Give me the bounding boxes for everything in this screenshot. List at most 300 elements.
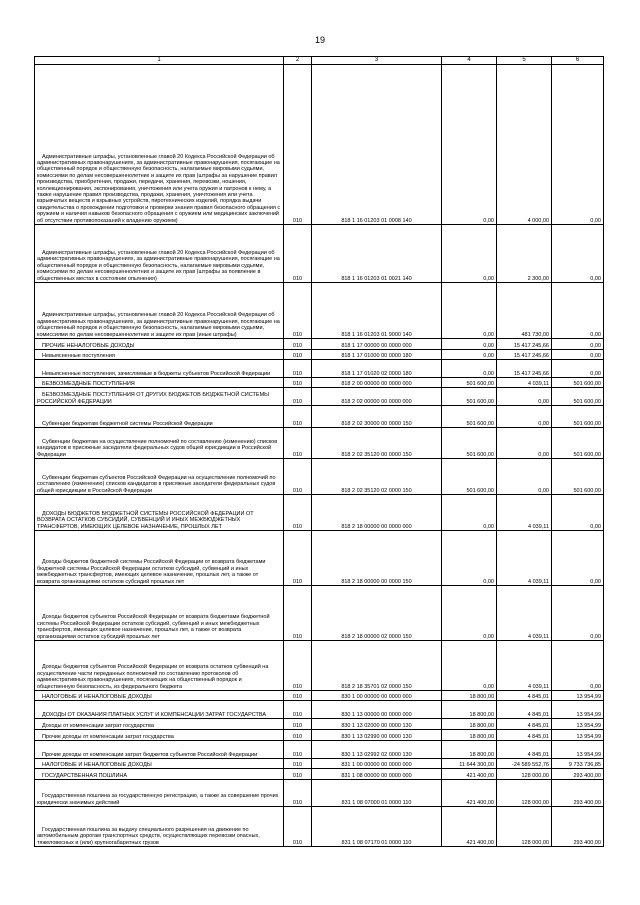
row-unexecuted-amount-cell <box>552 225 604 283</box>
row-name: Доходы от компенсации затрат государства <box>42 722 154 729</box>
row-name-cell <box>35 531 284 586</box>
row-approved-amount-cell <box>442 701 497 719</box>
row-approved-amount-cell <box>442 531 497 586</box>
row-code-cell <box>284 283 312 339</box>
row-executed-amount: 4 845,01 <box>527 711 549 718</box>
row-code: 010 <box>292 722 303 729</box>
row-approved-amount-cell <box>442 730 497 741</box>
row-approved-amount-cell <box>442 388 497 406</box>
row-kbk-cell <box>312 350 442 360</box>
row-unexecuted-amount: 501 600,00 <box>573 380 601 387</box>
table-row <box>35 741 604 759</box>
row-kbk-cell <box>312 406 442 428</box>
row-unexecuted-amount: 293 400,00 <box>573 799 601 806</box>
row-kbk: 830 1 13 02992 02 0000 130 <box>341 751 412 758</box>
row-approved-amount-cell <box>442 691 497 701</box>
row-kbk-cell <box>312 225 442 283</box>
table-header-row <box>35 57 604 65</box>
row-executed-amount: 4 039,11 <box>527 578 549 585</box>
row-name-cell <box>35 759 284 769</box>
row-unexecuted-amount-cell <box>552 388 604 406</box>
row-code-cell <box>284 428 312 459</box>
row-approved-amount: 421 400,00 <box>466 839 494 846</box>
column-header: 4 <box>442 57 497 65</box>
row-name-cell <box>35 691 284 701</box>
row-name: Доходы бюджетов бюджетной системы Российской Федерации от возврата бюджетами бюджетной системы Российской Федерации остатков субсидий, субвенций и иных межбюджетных трансфертов, имеющих целевое назначение, прошлых лет, а также от возврата организациями остатков субсидий прошлых лет <box>37 559 266 585</box>
row-unexecuted-amount-cell <box>552 759 604 769</box>
row-kbk: 818 2 02 35120 02 0000 150 <box>341 487 412 494</box>
row-unexecuted-amount-cell <box>552 531 604 586</box>
row-kbk: 830 1 13 00000 00 0000 000 <box>341 711 412 718</box>
column-header: 1 <box>35 57 284 65</box>
row-approved-amount-cell <box>442 339 497 350</box>
row-unexecuted-amount-cell <box>552 339 604 350</box>
row-executed-amount: 0,00 <box>538 487 549 494</box>
table-row <box>35 701 604 719</box>
row-approved-amount: 501 600,00 <box>466 487 494 494</box>
row-kbk-cell <box>312 459 442 495</box>
row-name-cell <box>35 350 284 360</box>
row-executed-amount: 0,00 <box>538 451 549 458</box>
row-unexecuted-amount: 0,00 <box>590 523 601 530</box>
row-unexecuted-amount: 293 400,00 <box>573 839 601 846</box>
table-row <box>35 730 604 741</box>
row-approved-amount: 501 600,00 <box>466 451 494 458</box>
row-name-cell <box>35 641 284 691</box>
row-kbk: 818 2 18 35701 02 0000 150 <box>341 683 412 690</box>
row-kbk: 818 1 16 01203 01 0008 140 <box>341 217 412 224</box>
row-name-cell <box>35 360 284 378</box>
row-code-cell <box>284 730 312 741</box>
row-name: Субвенции бюджетам субъектов Российской Федерации на осуществление полномочий по составлению (изменению) списков кандидатов в присяжные заседатели федеральных судов общей юрисдикции в Российской Федерации <box>37 474 276 494</box>
row-kbk: 818 1 17 01020 02 0000 180 <box>341 370 412 377</box>
row-executed-amount: 128 000,00 <box>521 799 549 806</box>
row-kbk-cell <box>312 719 442 730</box>
row-executed-amount: 4 845,01 <box>527 733 549 740</box>
row-code: 010 <box>292 733 303 740</box>
row-executed-amount: 15 417 245,66 <box>513 342 549 349</box>
row-approved-amount-cell <box>442 459 497 495</box>
table-row <box>35 641 604 691</box>
row-name: Доходы бюджетов субъектов Российской Федерации от возврата остатков субвенций на осуществление части переданных полномочий по составлению протоколов об административных правонарушениях, посягающих на общественный порядок и общественную безопасность, из федерального бюджета <box>37 664 269 690</box>
row-approved-amount: 0,00 <box>483 370 494 377</box>
row-executed-amount-cell <box>497 807 552 847</box>
table-row <box>35 428 604 459</box>
row-code: 010 <box>292 331 303 338</box>
row-approved-amount-cell <box>442 378 497 388</box>
row-code-cell <box>284 759 312 769</box>
row-kbk: 818 2 18 00000 00 0000 150 <box>341 578 412 585</box>
row-code: 010 <box>292 751 303 758</box>
row-approved-amount-cell <box>442 428 497 459</box>
row-approved-amount: 18 800,00 <box>469 711 494 718</box>
row-name-cell <box>35 339 284 350</box>
row-kbk-cell <box>312 701 442 719</box>
row-kbk-cell <box>312 759 442 769</box>
row-kbk: 818 2 00 00000 00 0000 000 <box>341 380 412 387</box>
row-kbk-cell <box>312 283 442 339</box>
row-executed-amount-cell <box>497 586 552 641</box>
row-unexecuted-amount-cell <box>552 378 604 388</box>
row-unexecuted-amount: 0,00 <box>590 342 601 349</box>
row-approved-amount: 0,00 <box>483 275 494 282</box>
row-name-cell <box>35 65 284 225</box>
row-kbk: 831 1 08 07170 01 0000 110 <box>341 839 412 846</box>
row-kbk: 830 1 00 00000 00 0000 000 <box>341 693 412 700</box>
column-header: 5 <box>497 57 552 65</box>
row-approved-amount-cell <box>442 641 497 691</box>
row-name: БЕЗВОЗМЕЗДНЫЕ ПОСТУПЛЕНИЯ <box>42 380 135 387</box>
row-unexecuted-amount-cell <box>552 641 604 691</box>
row-name: Прочие доходы от компенсации затрат государства <box>42 733 174 740</box>
row-executed-amount: 2 300,00 <box>527 275 549 282</box>
row-executed-amount: 128 000,00 <box>521 839 549 846</box>
row-kbk: 831 1 00 00000 00 0000 000 <box>341 761 412 768</box>
row-name-cell <box>35 283 284 339</box>
row-name: Административные штрафы, установленные главой 20 Кодекса Российской Федерации об административных правонарушениях, за административные правонарушения, посягающие на общественный порядок и общественную безопасность, налагаемые мировыми судьями, комиссиями по делам несовершеннолетних и защите их прав (штрафы за нарушение правил производства, приобретения, продажи, передачи, хранения, перевозки, ношения, коллекционирования, экспонирования, уничтожения или учета оружия и патронов к нему, а также нарушение правил производства, продажи, хранения, уничтожения или учета взрывчатых веществ и взрывных устройств, пиротехнических изделий, порядка выдачи свидетельства о прохождении подготовки и проверки знания правил безопасного обращения с оружием и наличия навыков безопасного обращения с оружием или медицинских заключений об отсутствии противопоказаний к владению оружием) <box>37 153 281 224</box>
table-row <box>35 495 604 531</box>
row-executed-amount-cell <box>497 283 552 339</box>
row-name: ГОСУДАРСТВЕННАЯ ПОШЛИНА <box>42 772 128 779</box>
row-approved-amount: 0,00 <box>483 633 494 640</box>
row-unexecuted-amount: 0,00 <box>590 331 601 338</box>
row-kbk: 818 1 16 01203 01 0021 140 <box>341 275 412 282</box>
row-executed-amount-cell <box>497 388 552 406</box>
row-kbk-cell <box>312 730 442 741</box>
row-kbk-cell <box>312 339 442 350</box>
row-kbk-cell <box>312 586 442 641</box>
row-approved-amount-cell <box>442 495 497 531</box>
row-name-cell <box>35 428 284 459</box>
row-executed-amount: 4 039,11 <box>527 633 549 640</box>
row-executed-amount-cell <box>497 225 552 283</box>
row-code: 010 <box>292 523 303 530</box>
row-unexecuted-amount-cell <box>552 701 604 719</box>
row-executed-amount: -24 589 552,76 <box>511 761 549 768</box>
row-executed-amount-cell <box>497 730 552 741</box>
row-executed-amount-cell <box>497 378 552 388</box>
row-kbk: 818 2 02 00000 00 0000 000 <box>341 398 412 405</box>
row-approved-amount: 18 800,00 <box>469 693 494 700</box>
row-name: ДОХОДЫ ОТ ОКАЗАНИЯ ПЛАТНЫХ УСЛУГ И КОМПЕНСАЦИИ ЗАТРАТ ГОСУДАРСТВА <box>42 711 267 718</box>
row-executed-amount-cell <box>497 495 552 531</box>
row-kbk-cell <box>312 769 442 780</box>
table-row <box>35 378 604 388</box>
row-unexecuted-amount: 501 600,00 <box>573 451 601 458</box>
row-code-cell <box>284 719 312 730</box>
row-unexecuted-amount: 13 954,99 <box>576 693 601 700</box>
row-name: Доходы бюджетов субъектов Российской Федерации от возврата бюджетами бюджетной системы Российской Федерации остатков субсидий, субвенций и иных межбюджетных трансфертов, имеющих целевое назначение, прошлых лет, а также от возврата организациями остатков субсидий прошлых лет <box>37 614 270 640</box>
row-code: 010 <box>292 217 303 224</box>
row-name: ПРОЧИЕ НЕНАЛОГОВЫЕ ДОХОДЫ <box>42 342 135 349</box>
row-approved-amount-cell <box>442 780 497 807</box>
row-unexecuted-amount-cell <box>552 586 604 641</box>
row-kbk-cell <box>312 360 442 378</box>
row-approved-amount: 0,00 <box>483 352 494 359</box>
row-code-cell <box>284 780 312 807</box>
page-number: 19 <box>314 35 325 45</box>
row-approved-amount: 501 600,00 <box>466 420 494 427</box>
table-row <box>35 406 604 428</box>
row-kbk: 818 1 16 01203 01 9000 140 <box>341 331 412 338</box>
row-unexecuted-amount: 0,00 <box>590 217 601 224</box>
table-row <box>35 459 604 495</box>
row-executed-amount-cell <box>497 65 552 225</box>
revenue-table-body <box>35 57 604 847</box>
row-kbk-cell <box>312 807 442 847</box>
row-approved-amount-cell <box>442 759 497 769</box>
row-code-cell <box>284 769 312 780</box>
table-row <box>35 360 604 378</box>
row-code: 010 <box>292 799 303 806</box>
row-code-cell <box>284 586 312 641</box>
row-approved-amount: 501 600,00 <box>466 398 494 405</box>
row-kbk: 818 2 02 30000 00 0000 150 <box>341 420 412 427</box>
table-row <box>35 388 604 406</box>
row-executed-amount: 481 730,00 <box>521 331 549 338</box>
row-code: 010 <box>292 380 303 387</box>
row-unexecuted-amount: 13 954,99 <box>576 711 601 718</box>
row-unexecuted-amount: 501 600,00 <box>573 487 601 494</box>
row-name-cell <box>35 741 284 759</box>
row-kbk: 818 2 02 35120 00 0000 150 <box>341 451 412 458</box>
table-row <box>35 759 604 769</box>
row-code-cell <box>284 741 312 759</box>
row-executed-amount-cell <box>497 459 552 495</box>
row-name-cell <box>35 225 284 283</box>
row-code: 010 <box>292 342 303 349</box>
table-row <box>35 531 604 586</box>
table-row <box>35 65 604 225</box>
table-row <box>35 350 604 360</box>
row-unexecuted-amount-cell <box>552 780 604 807</box>
row-unexecuted-amount-cell <box>552 65 604 225</box>
row-approved-amount-cell <box>442 769 497 780</box>
row-code: 010 <box>292 275 303 282</box>
row-name: Государственная пошлина за выдачу специального разрешения на движение по автомобильным дорогам транспортных средств, осуществляющих перевозки опасных, тяжеловесных и (или) крупногабаритных грузов <box>37 826 260 846</box>
row-code-cell <box>284 350 312 360</box>
row-code: 010 <box>292 839 303 846</box>
row-executed-amount: 4 845,01 <box>527 722 549 729</box>
row-code: 010 <box>292 761 303 768</box>
row-code: 010 <box>292 352 303 359</box>
column-header: 6 <box>552 57 604 65</box>
row-unexecuted-amount-cell <box>552 350 604 360</box>
row-unexecuted-amount-cell <box>552 283 604 339</box>
row-kbk: 818 1 17 01000 00 0000 180 <box>341 352 412 359</box>
column-header: 3 <box>312 57 442 65</box>
row-code-cell <box>284 807 312 847</box>
row-code: 010 <box>292 398 303 405</box>
row-approved-amount: 18 800,00 <box>469 751 494 758</box>
row-code-cell <box>284 701 312 719</box>
row-approved-amount-cell <box>442 360 497 378</box>
row-kbk-cell <box>312 378 442 388</box>
row-executed-amount-cell <box>497 339 552 350</box>
row-name-cell <box>35 586 284 641</box>
row-code: 010 <box>292 451 303 458</box>
row-kbk: 831 1 08 00000 00 0000 000 <box>341 772 412 779</box>
row-kbk-cell <box>312 641 442 691</box>
row-unexecuted-amount-cell <box>552 495 604 531</box>
row-approved-amount: 18 800,00 <box>469 733 494 740</box>
row-approved-amount: 501 600,00 <box>466 380 494 387</box>
row-unexecuted-amount: 501 600,00 <box>573 398 601 405</box>
row-name: БЕЗВОЗМЕЗДНЫЕ ПОСТУПЛЕНИЯ ОТ ДРУГИХ БЮДЖЕТОВ БЮДЖЕТНОЙ СИСТЕМЫ РОССИЙСКОЙ ФЕДЕРАЦИИ <box>37 392 270 405</box>
row-executed-amount-cell <box>497 360 552 378</box>
row-code: 010 <box>292 711 303 718</box>
row-name: Субвенции бюджетам на осуществление полномочий по составлению (изменению) списков кандидатов в присяжные заседатели федеральных судов общей юрисдикции в Российской Федерации <box>37 438 278 458</box>
table-row <box>35 780 604 807</box>
row-name: НАЛОГОВЫЕ И НЕНАЛОГОВЫЕ ДОХОДЫ <box>42 693 152 700</box>
row-approved-amount-cell <box>442 350 497 360</box>
row-executed-amount-cell <box>497 769 552 780</box>
row-approved-amount-cell <box>442 283 497 339</box>
row-name: Государственная пошлина за государственную регистрацию, а также за совершение прочих юридически значимых действий <box>37 793 279 806</box>
row-approved-amount: 421 400,00 <box>466 772 494 779</box>
row-kbk-cell <box>312 65 442 225</box>
row-approved-amount: 421 400,00 <box>466 799 494 806</box>
row-unexecuted-amount-cell <box>552 691 604 701</box>
row-executed-amount: 4 845,01 <box>527 751 549 758</box>
row-code-cell <box>284 378 312 388</box>
row-name: Невыясненные поступления <box>42 352 115 359</box>
row-executed-amount-cell <box>497 406 552 428</box>
row-unexecuted-amount-cell <box>552 719 604 730</box>
row-name: Субвенции бюджетам бюджетной системы Российской Федерации <box>42 420 213 427</box>
row-name-cell <box>35 730 284 741</box>
row-approved-amount: 0,00 <box>483 578 494 585</box>
row-executed-amount: 4 039,11 <box>527 380 549 387</box>
row-kbk: 830 1 13 02990 00 0000 130 <box>341 733 412 740</box>
row-code: 010 <box>292 683 303 690</box>
row-executed-amount-cell <box>497 691 552 701</box>
row-approved-amount: 0,00 <box>483 342 494 349</box>
row-kbk-cell <box>312 531 442 586</box>
row-code-cell <box>284 459 312 495</box>
row-kbk: 818 1 17 00000 00 0000 000 <box>341 342 412 349</box>
table-row <box>35 339 604 350</box>
row-code-cell <box>284 360 312 378</box>
row-kbk-cell <box>312 388 442 406</box>
table-row <box>35 769 604 780</box>
revenue-table <box>34 56 604 847</box>
row-approved-amount-cell <box>442 65 497 225</box>
row-code: 010 <box>292 370 303 377</box>
row-unexecuted-amount-cell <box>552 406 604 428</box>
row-name: Прочие доходы от компенсации затрат бюджетов субъектов Российской Федерации <box>42 751 258 758</box>
row-kbk: 831 1 08 07000 01 0000 110 <box>341 799 412 806</box>
row-executed-amount: 4 039,11 <box>527 523 549 530</box>
row-executed-amount-cell <box>497 428 552 459</box>
row-executed-amount-cell <box>497 641 552 691</box>
table-row <box>35 719 604 730</box>
row-name-cell <box>35 388 284 406</box>
row-code-cell <box>284 495 312 531</box>
row-unexecuted-amount: 0,00 <box>590 683 601 690</box>
row-approved-amount-cell <box>442 719 497 730</box>
row-kbk: 818 2 18 00000 02 0000 150 <box>341 633 412 640</box>
row-code-cell <box>284 531 312 586</box>
row-approved-amount-cell <box>442 807 497 847</box>
row-name-cell <box>35 769 284 780</box>
row-unexecuted-amount: 13 954,99 <box>576 751 601 758</box>
row-executed-amount: 4 039,11 <box>527 683 549 690</box>
row-code: 010 <box>292 578 303 585</box>
row-code: 010 <box>292 772 303 779</box>
row-executed-amount-cell <box>497 719 552 730</box>
table-row <box>35 691 604 701</box>
row-code: 010 <box>292 633 303 640</box>
table-row <box>35 807 604 847</box>
row-approved-amount: 0,00 <box>483 683 494 690</box>
row-approved-amount: 0,00 <box>483 217 494 224</box>
row-code-cell <box>284 641 312 691</box>
row-unexecuted-amount: 0,00 <box>590 352 601 359</box>
row-name-cell <box>35 807 284 847</box>
row-executed-amount: 15 417 245,66 <box>513 370 549 377</box>
row-unexecuted-amount-cell <box>552 459 604 495</box>
row-unexecuted-amount: 0,00 <box>590 275 601 282</box>
row-code: 010 <box>292 693 303 700</box>
row-executed-amount-cell <box>497 780 552 807</box>
row-name-cell <box>35 406 284 428</box>
row-unexecuted-amount: 501 600,00 <box>573 420 601 427</box>
row-name-cell <box>35 719 284 730</box>
row-code-cell <box>284 388 312 406</box>
row-unexecuted-amount-cell <box>552 769 604 780</box>
row-approved-amount-cell <box>442 225 497 283</box>
row-executed-amount: 4 845,01 <box>527 693 549 700</box>
row-kbk-cell <box>312 495 442 531</box>
row-code-cell <box>284 225 312 283</box>
row-approved-amount: 0,00 <box>483 523 494 530</box>
row-approved-amount-cell <box>442 586 497 641</box>
row-unexecuted-amount-cell <box>552 741 604 759</box>
row-code-cell <box>284 691 312 701</box>
column-header: 2 <box>284 57 312 65</box>
row-name: Административные штрафы, установленные главой 20 Кодекса Российской Федерации об административных правонарушениях, за административные правонарушения, посягающие на общественный порядок и общественную безопасность, налагаемые мировыми судьями, комиссиями по делам несовершеннолетних и защите их прав (иные штрафы) <box>37 312 280 338</box>
row-name-cell <box>35 701 284 719</box>
row-name: Невыясненные поступления, зачисляемые в бюджеты субъектов Российской Федерации <box>42 370 271 377</box>
row-executed-amount-cell <box>497 701 552 719</box>
row-approved-amount-cell <box>442 406 497 428</box>
row-unexecuted-amount: 0,00 <box>590 578 601 585</box>
row-unexecuted-amount: 293 400,00 <box>573 772 601 779</box>
row-executed-amount-cell <box>497 531 552 586</box>
row-code: 010 <box>292 487 303 494</box>
row-kbk: 830 1 13 02000 00 0000 130 <box>341 722 412 729</box>
row-executed-amount-cell <box>497 759 552 769</box>
row-kbk-cell <box>312 741 442 759</box>
row-approved-amount-cell <box>442 741 497 759</box>
row-name: ДОХОДЫ БЮДЖЕТОВ БЮДЖЕТНОЙ СИСТЕМЫ РОССИЙСКОЙ ФЕДЕРАЦИИ ОТ ВОЗВРАТА ОСТАТКОВ СУБСИДИЙ, СУБВЕНЦИЙ И ИНЫХ МЕЖБЮДЖЕТНЫХ ТРАНСФЕРТОВ, ИМЕЮЩИХ ЦЕЛЕВОЕ НАЗНАЧЕНИЕ, ПРОШЛЫХ ЛЕТ <box>37 510 254 530</box>
row-executed-amount: 0,00 <box>538 398 549 405</box>
row-name-cell <box>35 459 284 495</box>
row-unexecuted-amount: 9 733 736,85 <box>568 761 601 768</box>
row-code-cell <box>284 339 312 350</box>
row-executed-amount-cell <box>497 350 552 360</box>
row-name: НАЛОГОВЫЕ И НЕНАЛОГОВЫЕ ДОХОДЫ <box>42 761 152 768</box>
row-approved-amount: 0,00 <box>483 331 494 338</box>
row-code-cell <box>284 406 312 428</box>
row-code-cell <box>284 65 312 225</box>
row-unexecuted-amount: 0,00 <box>590 370 601 377</box>
row-unexecuted-amount: 13 954,99 <box>576 722 601 729</box>
row-unexecuted-amount-cell <box>552 807 604 847</box>
table-row <box>35 283 604 339</box>
row-executed-amount-cell <box>497 741 552 759</box>
